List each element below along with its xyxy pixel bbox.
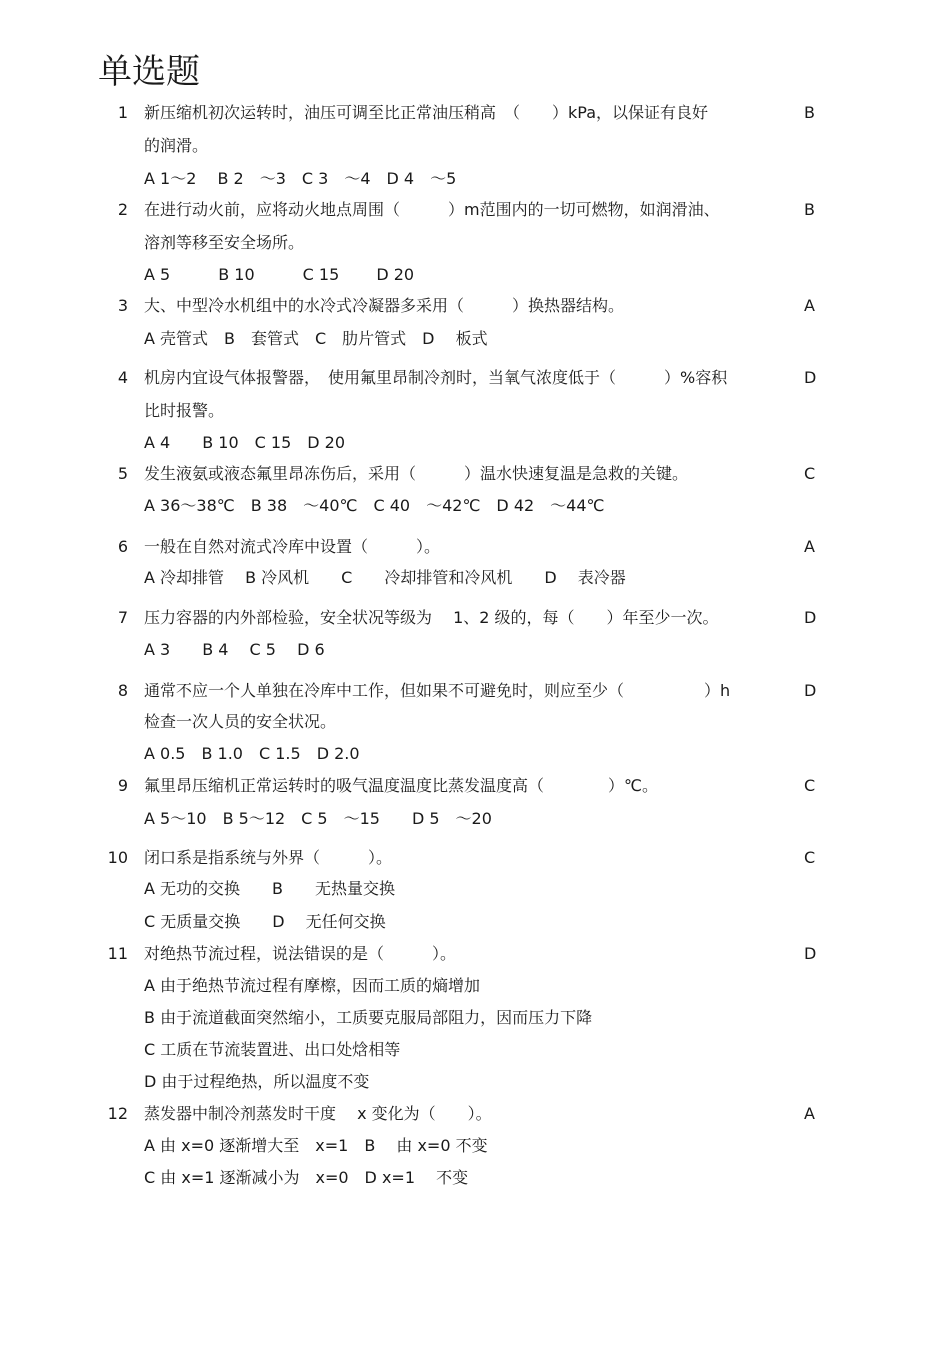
question-options: A 36～38℃ B 38 ～40℃ C 40 ～42℃ D 42 ～44℃ — [144, 496, 605, 515]
question-number: 12 — [107, 1104, 128, 1123]
question-text: 闭口系是指系统与外界（ ）。 — [144, 848, 393, 867]
question-number: 10 — [107, 848, 128, 867]
question-text: 在进行动火前，应将动火地点周围（ ）m范围内的一切可燃物，如润滑油、 — [144, 200, 720, 219]
question-text: 发生液氨或液态氟里昂冻伤后，采用（ ）温水快速复温是急救的关键。 — [144, 464, 689, 483]
question-number: 2 — [117, 200, 128, 219]
question-options: A 无功的交换 B 无热量交换 — [144, 879, 396, 898]
answer-key: D — [804, 944, 817, 963]
question-options: C 工质在节流装置进、出口处焓相等 — [144, 1040, 401, 1059]
question-options: A 4 B 10 C 15 D 20 — [144, 433, 346, 452]
question-number: 7 — [117, 608, 128, 627]
question-text: 机房内宜设气体报警器， 使用氟里昂制冷剂时，当氧气浓度低于（ ）%容积 — [144, 368, 728, 387]
question-number: 9 — [117, 776, 128, 795]
question-options: A 1～2 B 2 ～3 C 3 ～4 D 4 ～5 — [144, 169, 457, 188]
answer-key: B — [804, 103, 815, 122]
question-text: 新压缩机初次运转时，油压可调至比正常油压稍高 （ ）kPa，以保证有良好 — [144, 103, 709, 122]
question-options: C 无质量交换 D 无任何交换 — [144, 912, 386, 931]
section-title: 单选题 — [98, 52, 200, 92]
question-number: 6 — [117, 537, 128, 556]
question-options: A 5 B 10 C 15 D 20 — [144, 265, 415, 284]
answer-key: C — [804, 848, 816, 867]
question-options: A 0.5 B 1.0 C 1.5 D 2.0 — [144, 744, 360, 763]
question-options: A 由 x=0 逐渐增大至 x=1 B 由 x=0 不变 — [144, 1136, 488, 1155]
question-text: 对绝热节流过程，说法错误的是（ ）。 — [144, 944, 457, 963]
answer-key: D — [804, 681, 817, 700]
question-text: 比时报警。 — [144, 401, 225, 420]
question-options: A 冷却排管 B 冷风机 C 冷却排管和冷风机 D 表冷器 — [144, 568, 626, 587]
question-text: 溶剂等移至安全场所。 — [144, 233, 305, 252]
answer-key: A — [804, 296, 815, 315]
answer-key: B — [804, 200, 815, 219]
answer-key: C — [804, 776, 816, 795]
question-number: 5 — [117, 464, 128, 483]
question-text: 检查一次人员的安全状况。 — [144, 712, 337, 731]
question-number: 11 — [107, 944, 128, 963]
question-options: C 由 x=1 逐渐减小为 x=0 D x=1 不变 — [144, 1168, 469, 1187]
question-options: D 由于过程绝热，所以温度不变 — [144, 1072, 370, 1091]
question-options: A 由于绝热节流过程有摩檫，因而工质的熵增加 — [144, 976, 481, 995]
question-number: 8 — [117, 681, 128, 700]
answer-key: D — [804, 368, 817, 387]
answer-key: A — [804, 1104, 815, 1123]
question-text: 的润滑。 — [144, 136, 209, 155]
question-options: A 3 B 4 C 5 D 6 — [144, 640, 325, 659]
question-text: 通常不应一个人单独在冷库中工作，但如果不可避免时，则应至少（ ）h — [144, 681, 731, 700]
question-number: 1 — [117, 103, 128, 122]
answer-key: C — [804, 464, 816, 483]
question-options: A 壳管式 B 套管式 C 肋片管式 D 板式 — [144, 329, 488, 348]
question-text: 氟里昂压缩机正常运转时的吸气温度温度比蒸发温度高（ ）℃。 — [144, 776, 658, 795]
question-text: 一般在自然对流式冷库中设置（ ）。 — [144, 537, 441, 556]
question-text: 压力容器的内外部检验，安全状况等级为 1、2 级的，每（ ）年至少一次。 — [144, 608, 719, 627]
question-number: 4 — [117, 368, 128, 387]
question-options: B 由于流道截面突然缩小，工质要克服局部阻力，因而压力下降 — [144, 1008, 593, 1027]
question-options: A 5～10 B 5～12 C 5 ～15 D 5 ～20 — [144, 809, 492, 828]
answer-key: D — [804, 608, 817, 627]
question-text: 蒸发器中制冷剂蒸发时干度 x 变化为（ ）。 — [144, 1104, 492, 1123]
answer-key: A — [804, 537, 815, 556]
question-text: 大、中型冷水机组中的水冷式冷凝器多采用（ ）换热器结构。 — [144, 296, 625, 315]
question-number: 3 — [117, 296, 128, 315]
